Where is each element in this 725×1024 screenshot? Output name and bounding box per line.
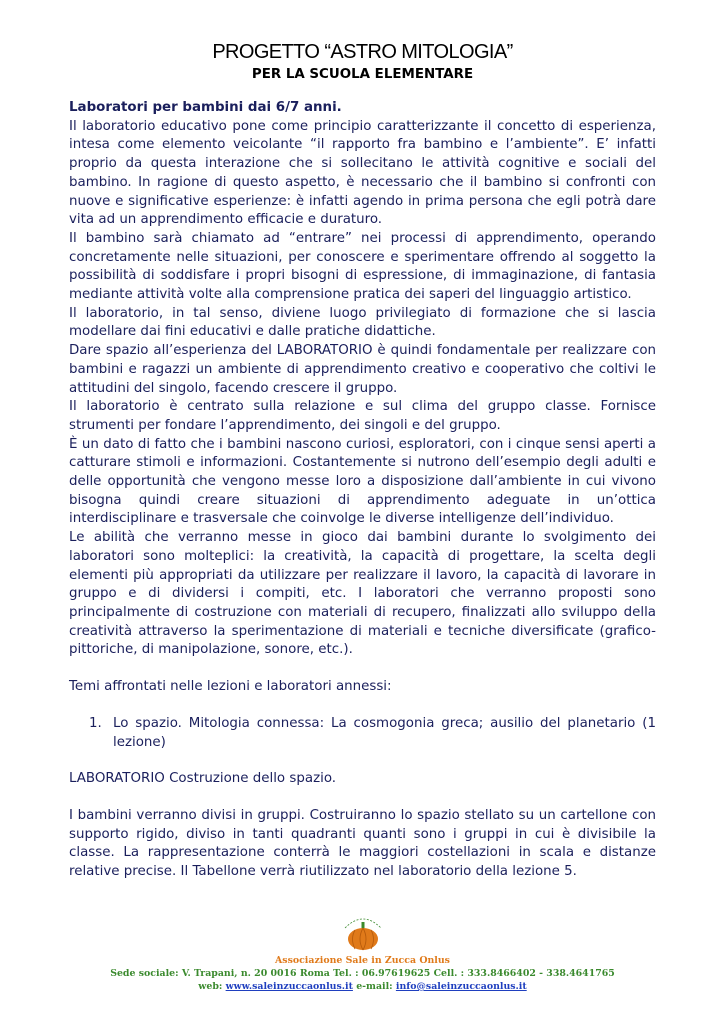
topics-intro: Temi affrontati nelle lezioni e laboratori annessi: bbox=[69, 679, 392, 695]
paragraph: Il laboratorio educativo pone come principio caratterizzante il concetto di esperienza, intesa come elemento veicolante “il rapporto fra bambino e l’ambiente”. E’ infatti proprio da questa interazione che si sollecitano le attività cognitive e sociali del bambino. In ragione di questo aspetto, è necessario che il bambino si confronti con nuove e significative esperienze: è infatti agendo in prima persona che egli potrà dare vita ad un apprendimento efficacie e duraturo. bbox=[69, 118, 656, 228]
website-link[interactable]: www.saleinzuccaonlus.it bbox=[225, 981, 353, 992]
document-title: PROGETTO “ASTRO MITOLOGIA” bbox=[212, 41, 513, 63]
email-link[interactable]: info@saleinzuccaonlus.it bbox=[395, 981, 527, 992]
lab-title: LABORATORIO Costruzione dello spazio. bbox=[69, 771, 337, 787]
lab-description: I bambini verranno divisi in gruppi. Costruiranno lo spazio stellato su un cartellone con supporto rigido, diviso in tanti quadranti quanti sono i gruppi in cui è divisibile la classe. La rappresentazione conterrà le maggiori costellazioni in scala e distanze relative precise. Il Tabellone verrà riutilizzato nel laboratorio della lezione 5. bbox=[69, 807, 656, 880]
page-footer bbox=[0, 912, 725, 993]
paragraph: Il laboratorio è centrato sulla relazione e sul clima del gruppo classe. Fornisce strumenti per fondare l’apprendimento, dei singoli e del gruppo. bbox=[69, 399, 656, 433]
list-item bbox=[69, 715, 656, 752]
paragraph: Dare spazio all’esperienza del LABORATORIO è quindi fondamentale per realizzare con bambini e ragazzi un ambiente di apprendimento creativo e cooperativo che coltivi le attitudini del singolo, facendo crescere il gruppo. bbox=[69, 343, 656, 396]
email-label: e-mail: bbox=[356, 981, 393, 992]
footer-contacts bbox=[0, 980, 725, 993]
web-label: web: bbox=[198, 981, 223, 992]
document-body bbox=[69, 99, 656, 882]
paragraph: Il bambino sarà chiamato ad “entrare” nei processi di apprendimento, operando concretamente nelle situazioni, per conoscere e sperimentare offrendo al soggetto la possibilità di soddisfare i propri bisogni di espressione, di immaginazione, di fantasia mediante attività volte alla comprensione pratica dei saperi del linguaggio artistico. bbox=[69, 230, 656, 303]
footer-address: Sede sociale: V. Trapani, n. 20 0016 Roma Tel. : 06.97619625 Cell. : 333.8466402 - 338.4641765 bbox=[110, 968, 615, 979]
document-subtitle: PER LA SCUOLA ELEMENTARE bbox=[251, 67, 474, 82]
footer-organization: Associazione Sale in Zucca Onlus bbox=[275, 955, 450, 966]
paragraph: È un dato di fatto che i bambini nascono curiosi, esploratori, con i cinque sensi aperti a catturare stimoli e informazioni. Costantemente si nutrono dell’esempio degli adulti e delle opportunità che vengono messe loro a disposizione dall’ambiente in cui vivono bisogna quindi creare situazioni di apprendimento adeguate in un’ottica interdisciplinare e trasversale che coinvolge le diverse intelligenze dell’individuo. bbox=[69, 436, 656, 527]
pumpkin-logo-icon bbox=[337, 912, 389, 952]
list-item-number: 1. bbox=[89, 715, 102, 731]
topics-list bbox=[69, 715, 656, 752]
paragraph: Le abilità che verranno messe in gioco dai bambini durante lo svolgimento dei laboratori sono molteplici: la creatività, la capacità di progettare, la scelta degli elementi più appropriati da utilizzare per realizzare il lavoro, la capacità di lavorare in gruppo e di dividersi i compiti, etc. I laboratori che verranno proposti sono principalmente di costruzione con materiali di recupero, finalizzati allo sviluppo della creatività attraverso la sperimentazione di materiali e tecniche diversificate (grafico-pittoriche, di manipolazione, sonore, etc.). bbox=[69, 530, 656, 658]
section-heading: Laboratori per bambini dai 6/7 anni. bbox=[69, 100, 342, 115]
paragraph: Il laboratorio, in tal senso, diviene luogo privilegiato di formazione che si lascia modellare dai fini educativi e dalle pratiche didattiche. bbox=[69, 305, 656, 340]
list-item-text: Lo spazio. Mitologia connessa: La cosmogonia greca; ausilio del planetario (1 lezione) bbox=[113, 715, 656, 750]
